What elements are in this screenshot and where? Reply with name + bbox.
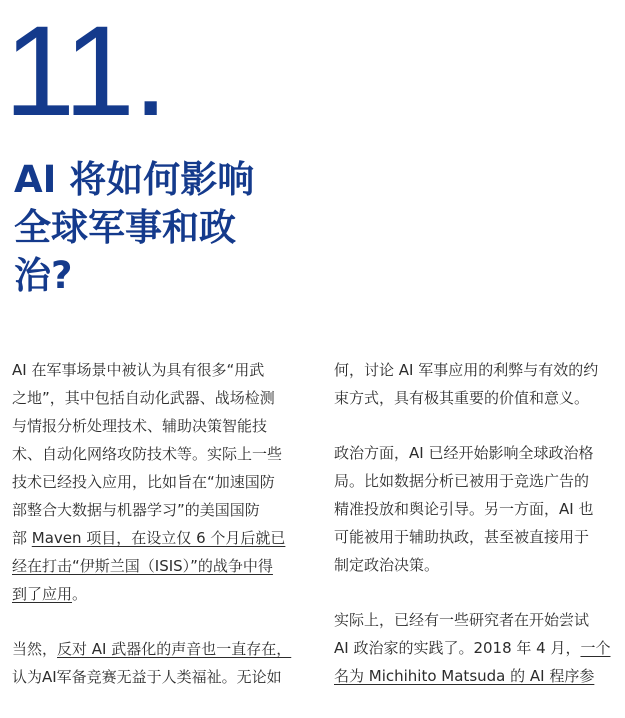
text-segment: 术、自动化网络攻防技术等。实际上一些 xyxy=(12,445,283,463)
text-segment: 政治方面，AI 已经开始影响全球政治格 xyxy=(334,444,594,462)
text-segment: 何，讨论 AI 军事应用的利弊与有效的约 xyxy=(334,361,599,379)
text-segment: 技术已经投入应用，比如旨在“加速国防 xyxy=(12,473,275,491)
chapter-number: 11. xyxy=(4,0,167,143)
right-column xyxy=(334,356,616,717)
text-segment: 。 xyxy=(72,585,88,603)
left-column xyxy=(12,356,294,718)
inline-link[interactable]: Maven 项目，在设立仅 6 个月后就已 xyxy=(31,529,286,547)
text-line xyxy=(334,606,616,634)
text-segment: 之地”，其中包括自动化武器、战场检测 xyxy=(12,389,275,407)
text-line xyxy=(12,496,294,524)
inline-link[interactable]: 一个 xyxy=(580,639,611,657)
text-line xyxy=(12,356,294,384)
title-line: 治? xyxy=(14,254,73,297)
text-line xyxy=(334,551,616,579)
text-line xyxy=(334,523,616,551)
text-line xyxy=(12,552,294,580)
text-line xyxy=(334,384,616,412)
text-line xyxy=(12,580,294,608)
body-paragraph xyxy=(12,356,294,608)
text-segment: 精准投放和舆论引导。另一方面，AI 也 xyxy=(334,500,594,518)
inline-link[interactable]: 反对 AI 武器化的声音也一直存在， xyxy=(57,640,292,658)
text-line xyxy=(334,495,616,523)
text-segment: 与情报分析处理技术、辅助决策智能技 xyxy=(12,417,268,435)
text-line xyxy=(12,412,294,440)
text-segment: AI 在军事场景中被认为具有很多“用武 xyxy=(12,361,265,379)
inline-link[interactable]: 到了应用 xyxy=(12,585,73,603)
text-line xyxy=(12,635,294,663)
text-segment: 制定政治决策。 xyxy=(334,556,440,574)
text-segment: 部整合大数据与机器学习”的美国国防 xyxy=(12,501,260,519)
body-paragraph xyxy=(334,356,616,412)
text-line xyxy=(334,356,616,384)
text-segment: 可能被用于辅助执政，甚至被直接用于 xyxy=(334,528,590,546)
text-line xyxy=(12,384,294,412)
text-line xyxy=(334,467,616,495)
body-paragraph xyxy=(12,635,294,691)
text-line xyxy=(12,663,294,691)
inline-link[interactable]: 经在打击“伊斯兰国（ISIS）”的战争中得 xyxy=(12,557,273,575)
text-segment: 当然， xyxy=(12,640,58,658)
chapter-title xyxy=(14,156,314,300)
title-line: 全球军事和政 xyxy=(14,206,236,249)
text-segment: 实际上，已经有一些研究者在开始尝试 xyxy=(334,611,590,629)
text-segment: AI 政治家的实践了。2018 年 4 月， xyxy=(334,639,581,657)
inline-link[interactable]: 名为 Michihito Matsuda 的 AI 程序参 xyxy=(334,667,595,685)
text-segment: 认为AI军备竞赛无益于人类福祉。无论如 xyxy=(12,668,282,686)
text-line xyxy=(334,662,616,690)
text-segment: 束方式，具有极其重要的价值和意义。 xyxy=(334,389,590,407)
text-line xyxy=(334,439,616,467)
text-line xyxy=(12,524,294,552)
body-paragraph xyxy=(334,606,616,690)
text-segment: 部 xyxy=(12,529,32,547)
text-segment: 局。比如数据分析已被用于竞选广告的 xyxy=(334,472,590,490)
text-line xyxy=(12,440,294,468)
body-paragraph xyxy=(334,439,616,579)
text-line xyxy=(334,634,616,662)
text-line xyxy=(12,468,294,496)
title-line: AI 将如何影响 xyxy=(14,158,255,201)
